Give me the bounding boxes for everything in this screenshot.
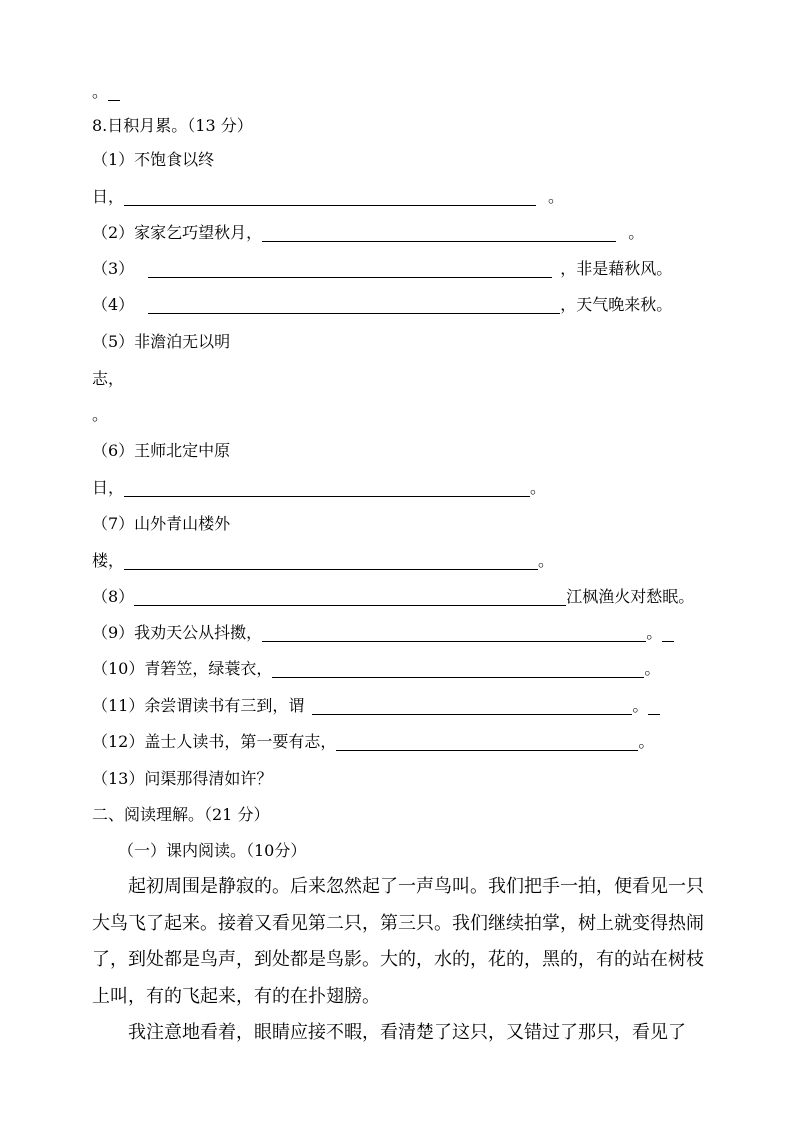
q11-end: 。 — [632, 696, 649, 715]
reading-paragraph-2: 我注意地看着，眼睛应接不暇，看清楚了这只，又错过了那只，看见了 — [128, 1022, 686, 1043]
q1-blank[interactable] — [124, 185, 536, 206]
q9-trail-blank — [662, 621, 674, 642]
q9-end: 。 — [646, 623, 663, 642]
q3-tail: ，非是藉秋风。 — [560, 259, 673, 278]
q3-blank[interactable] — [148, 257, 552, 278]
q5-cont: 志， — [92, 369, 125, 388]
q10-text: （10）青箬笠，绿蓑衣， — [92, 659, 273, 678]
q4-tail: ，天气晚来秋。 — [560, 295, 673, 314]
q6-cont: 日， — [92, 478, 125, 497]
q11-text: （11）余尝谓读书有三到，谓 — [92, 696, 305, 715]
q6-line — [92, 473, 546, 503]
q10-end: 。 — [644, 659, 661, 678]
q8-label: （8） — [92, 587, 135, 606]
q9-line — [92, 618, 674, 648]
q9-blank[interactable] — [262, 621, 646, 642]
q10-line — [92, 654, 660, 684]
q12-blank[interactable] — [336, 730, 638, 751]
q12-end: 。 — [638, 732, 655, 751]
q3-line — [92, 254, 672, 284]
q4-blank[interactable] — [148, 293, 560, 314]
q7-end: 。 — [538, 551, 555, 570]
top-line — [92, 77, 120, 107]
q7-cont: 楼， — [92, 551, 125, 570]
q11-line — [92, 691, 660, 721]
reading-paragraph-1: 起初周围是静寂的。后来忽然起了一声鸟叫。我们把手一拍，便看见一只大鸟飞了起来。接着又看见第二只，第三只。我们继续拍掌，树上就变得热闹了，到处都是鸟声，到处都是鸟影。大的，水的，花的，黑的，有的站在树枝上叫，有的飞起来，有的在扑翅膀。 — [92, 876, 704, 1007]
q1-cont: 日， — [92, 187, 125, 206]
q9-text: （9）我劝天公从抖擞， — [92, 623, 263, 642]
q10-blank[interactable] — [272, 657, 644, 678]
q11-blank[interactable] — [312, 694, 632, 715]
q1-label: （1）不饱食以终 — [92, 150, 215, 169]
top-period: 。 — [92, 82, 109, 101]
q6-blank[interactable] — [124, 476, 530, 497]
q7-label: （7）山外青山楼外 — [92, 514, 231, 533]
q2-blank[interactable] — [262, 221, 616, 242]
q8-tail: 江枫渔火对愁眠。 — [566, 587, 695, 606]
q8-blank[interactable] — [134, 585, 566, 606]
q11-trail-blank — [648, 694, 660, 715]
q4-line — [92, 290, 672, 320]
sub1-title: （一）课内阅读。（10分） — [118, 841, 307, 860]
q12-text: （12）盖士人读书，第一要有志， — [92, 732, 337, 751]
q7-blank[interactable] — [124, 549, 538, 570]
q6-label: （6）王师北定中原 — [92, 441, 231, 460]
q13-text: （13）问渠那得清如许？ — [92, 769, 273, 788]
q5-label: （5）非澹泊无以明 — [92, 332, 231, 351]
section2-title: 二、阅读理解。（21 分） — [92, 805, 270, 824]
q2-line — [92, 218, 644, 248]
section8-title: 8.日积月累。（13 分） — [92, 116, 253, 135]
q1-line — [92, 182, 564, 212]
q5-end: 。 — [92, 405, 109, 424]
q8-line — [92, 582, 694, 612]
q4-label: （4） — [92, 295, 135, 314]
q12-line — [92, 727, 654, 757]
q3-label: （3） — [92, 259, 135, 278]
q2-text: （2）家家乞巧望秋月， — [92, 223, 263, 242]
q6-end: 。 — [530, 478, 547, 497]
q7-line — [92, 546, 554, 576]
top-blank[interactable] — [108, 80, 120, 101]
q1-end: 。 — [548, 187, 565, 206]
q2-end: 。 — [628, 223, 645, 242]
